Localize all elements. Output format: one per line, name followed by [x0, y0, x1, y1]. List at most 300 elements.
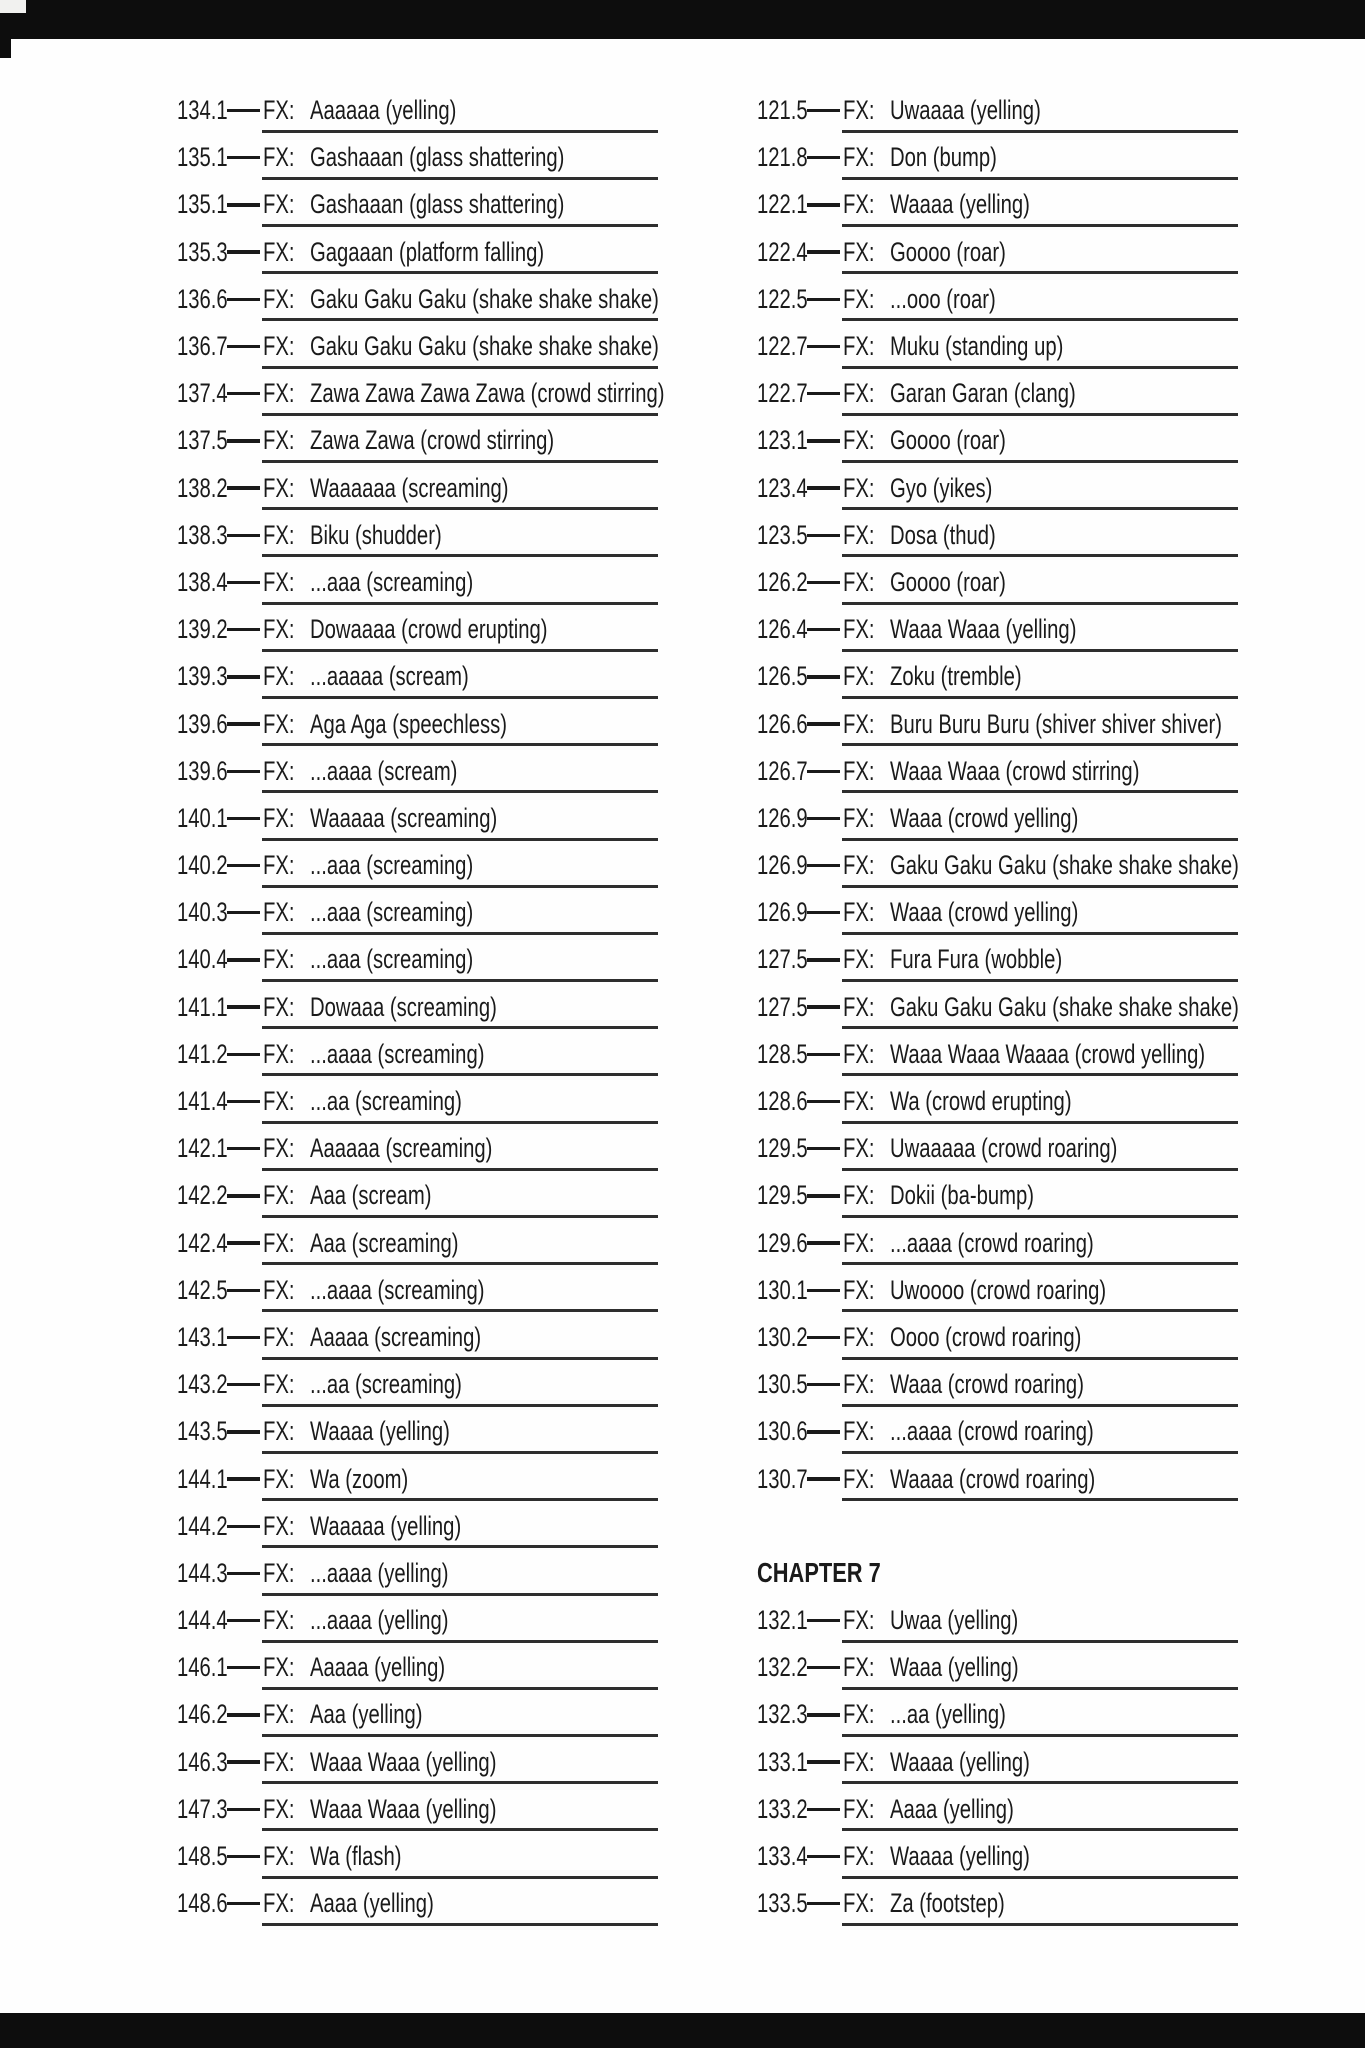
- fx-column-right: [757, 87, 1238, 1927]
- fx-text: ...ooo (roar): [890, 283, 996, 314]
- fx-entry: [757, 1267, 1238, 1314]
- fx-text: Goooo (roar): [890, 566, 1006, 597]
- fx-text: Aaa (yelling): [310, 1699, 423, 1730]
- fx-text: Waaaa (crowd roaring): [890, 1463, 1096, 1494]
- page-panel-number: 126.2: [757, 566, 808, 597]
- fx-text: Aaaaa (yelling): [310, 1652, 446, 1683]
- page-panel-number: 148.5: [177, 1841, 228, 1872]
- page-panel-number: 122.1: [757, 189, 808, 220]
- entry-underline: [842, 1781, 1238, 1784]
- leader-dash: [807, 1194, 840, 1197]
- entry-underline: [262, 790, 658, 793]
- fx-label: FX:: [263, 1746, 295, 1777]
- entry-underline: [262, 224, 658, 227]
- page-panel-number: 134.1: [177, 95, 228, 126]
- fx-text: Waaa (crowd yelling): [890, 802, 1079, 833]
- leader-dash: [227, 1147, 260, 1150]
- leader-dash: [807, 486, 840, 489]
- fx-text: ...aaaaa (scream): [310, 661, 469, 692]
- fx-text: Gagaaan (platform falling): [310, 236, 545, 267]
- fx-label: FX:: [843, 1841, 875, 1872]
- fx-label: FX:: [263, 1463, 295, 1494]
- leader-dash: [227, 109, 260, 112]
- leader-dash: [227, 1760, 260, 1763]
- page-panel-number: 148.6: [177, 1888, 228, 1919]
- page-panel-number: 136.6: [177, 283, 228, 314]
- fx-label: FX:: [263, 95, 295, 126]
- leader-dash: [227, 486, 260, 489]
- entry-underline: [262, 130, 658, 133]
- top-scan-bar: [0, 0, 1365, 39]
- page-panel-number: 141.1: [177, 991, 228, 1022]
- leader-dash: [807, 1666, 840, 1669]
- fx-text: Dosa (thud): [890, 519, 996, 550]
- leader-dash: [227, 250, 260, 253]
- fx-entry: [177, 1125, 658, 1172]
- entry-underline: [842, 649, 1238, 652]
- fx-entry: [177, 700, 658, 747]
- fx-entry: [757, 1644, 1238, 1691]
- fx-text: ...aaaa (yelling): [310, 1605, 449, 1636]
- fx-entry: [177, 559, 658, 606]
- page-panel-number: 144.2: [177, 1510, 228, 1541]
- fx-text: Oooo (crowd roaring): [890, 1321, 1082, 1352]
- fx-text: ...aaaa (yelling): [310, 1557, 449, 1588]
- fx-text: Buru Buru Buru (shiver shiver shiver): [890, 708, 1222, 739]
- fx-entry: [757, 1220, 1238, 1267]
- fx-entry: [757, 370, 1238, 417]
- page-panel-number: 141.2: [177, 1038, 228, 1069]
- fx-label: FX:: [843, 661, 875, 692]
- page-panel-number: 136.7: [177, 331, 228, 362]
- fx-entry: [177, 842, 658, 889]
- fx-label: FX:: [843, 236, 875, 267]
- leader-dash: [227, 864, 260, 867]
- fx-text: Waaaa (yelling): [890, 1841, 1030, 1872]
- leader-dash: [807, 675, 840, 678]
- fx-column-left: [177, 87, 665, 1927]
- fx-label: FX:: [263, 189, 295, 220]
- fx-label: FX:: [263, 1793, 295, 1824]
- leader-dash: [227, 958, 260, 961]
- fx-text: Garan Garan (clang): [890, 378, 1076, 409]
- fx-label: FX:: [843, 331, 875, 362]
- fx-entry: [757, 936, 1238, 983]
- entry-underline: [842, 507, 1238, 510]
- leader-dash: [227, 1477, 260, 1480]
- leader-dash: [227, 1383, 260, 1386]
- fx-entry: [177, 1267, 658, 1314]
- fx-entry: [757, 1314, 1238, 1361]
- fx-label: FX:: [263, 566, 295, 597]
- fx-entry: [757, 1691, 1238, 1738]
- fx-label: FX:: [263, 850, 295, 881]
- fx-entry: [757, 1078, 1238, 1125]
- fx-label: FX:: [263, 991, 295, 1022]
- fx-text: Fura Fura (wobble): [890, 944, 1063, 975]
- fx-entry: [177, 1314, 658, 1361]
- fx-text: Gaku Gaku Gaku (shake shake shake): [310, 283, 659, 314]
- leader-dash: [807, 1855, 840, 1858]
- page-panel-number: 122.7: [757, 378, 808, 409]
- leader-dash: [807, 628, 840, 631]
- page-panel-number: 146.3: [177, 1746, 228, 1777]
- fx-text: ...aa (screaming): [310, 1086, 462, 1117]
- fx-label: FX:: [843, 1274, 875, 1305]
- leader-dash: [807, 1477, 840, 1480]
- fx-label: FX:: [263, 519, 295, 550]
- fx-entry: [757, 1739, 1238, 1786]
- fx-label: FX:: [843, 1038, 875, 1069]
- leader-dash: [227, 1572, 260, 1575]
- page-panel-number: 129.5: [757, 1180, 808, 1211]
- entry-underline: [842, 1640, 1238, 1643]
- entry-underline: [842, 1828, 1238, 1831]
- fx-text: Waaa Waaa (crowd stirring): [890, 755, 1140, 786]
- fx-text: Zoku (tremble): [890, 661, 1022, 692]
- entry-underline: [842, 1168, 1238, 1171]
- entry-underline: [842, 979, 1238, 982]
- leader-dash: [227, 1666, 260, 1669]
- page-panel-number: 127.5: [757, 991, 808, 1022]
- fx-text: Uwaa (yelling): [890, 1605, 1019, 1636]
- fx-label: FX:: [843, 1180, 875, 1211]
- entry-underline: [842, 318, 1238, 321]
- fx-text: Aaaaa (screaming): [310, 1321, 482, 1352]
- fx-entry: [757, 465, 1238, 512]
- page-panel-number: 135.1: [177, 189, 228, 220]
- leader-dash: [807, 298, 840, 301]
- fx-entry: [177, 606, 658, 653]
- leader-dash: [227, 1525, 260, 1528]
- fx-text: ...aaaa (screaming): [310, 1038, 485, 1069]
- entry-underline: [262, 743, 658, 746]
- fx-text: Goooo (roar): [890, 425, 1006, 456]
- fx-label: FX:: [263, 1888, 295, 1919]
- entry-underline: [262, 1828, 658, 1831]
- entry-underline: [262, 366, 658, 369]
- entry-underline: [262, 696, 658, 699]
- fx-text: Zawa Zawa Zawa Zawa (crowd stirring): [310, 378, 665, 409]
- entry-underline: [262, 602, 658, 605]
- leader-dash: [807, 1100, 840, 1103]
- page-panel-number: 143.2: [177, 1369, 228, 1400]
- fx-label: FX:: [263, 802, 295, 833]
- fx-entry: [757, 1172, 1238, 1219]
- entry-underline: [262, 1545, 658, 1548]
- fx-label: FX:: [843, 1321, 875, 1352]
- fx-label: FX:: [263, 1227, 295, 1258]
- leader-dash: [227, 1241, 260, 1244]
- fx-entry: [757, 1031, 1238, 1078]
- fx-text: Dowaaa (screaming): [310, 991, 497, 1022]
- scan-corner-notch: [0, 0, 26, 13]
- entry-underline: [262, 979, 658, 982]
- page-panel-number: 138.4: [177, 566, 228, 597]
- fx-label: FX:: [843, 1086, 875, 1117]
- fx-label: FX:: [843, 614, 875, 645]
- page-panel-number: 135.3: [177, 236, 228, 267]
- fx-entry: [177, 1786, 658, 1833]
- entry-underline: [262, 460, 658, 463]
- entry-underline: [262, 1168, 658, 1171]
- entry-underline: [842, 838, 1238, 841]
- fx-entry: [757, 984, 1238, 1031]
- leader-dash: [807, 250, 840, 253]
- page-panel-number: 122.7: [757, 331, 808, 362]
- leader-dash: [227, 1289, 260, 1292]
- entry-underline: [842, 1357, 1238, 1360]
- entry-underline: [842, 130, 1238, 133]
- leader-dash: [807, 817, 840, 820]
- fx-label: FX:: [843, 991, 875, 1022]
- page-panel-number: 123.5: [757, 519, 808, 550]
- page-panel-number: 132.1: [757, 1605, 808, 1636]
- fx-entry: [177, 653, 658, 700]
- leader-dash: [227, 1100, 260, 1103]
- fx-text: Waaa (crowd yelling): [890, 897, 1079, 928]
- entry-underline: [262, 271, 658, 274]
- leader-dash: [227, 770, 260, 773]
- leader-dash: [807, 1289, 840, 1292]
- leader-dash: [227, 628, 260, 631]
- fx-entry: [757, 606, 1238, 653]
- fx-entry: [177, 1503, 658, 1550]
- leader-dash: [227, 1053, 260, 1056]
- fx-label: FX:: [843, 850, 875, 881]
- fx-label: FX:: [843, 1463, 875, 1494]
- fx-entry: [177, 889, 658, 936]
- fx-text: ...aa (yelling): [890, 1699, 1006, 1730]
- leader-dash: [807, 911, 840, 914]
- page-panel-number: 144.3: [177, 1557, 228, 1588]
- entry-underline: [842, 885, 1238, 888]
- page-panel-number: 132.3: [757, 1699, 808, 1730]
- fx-label: FX:: [843, 1888, 875, 1919]
- fx-label: FX:: [263, 425, 295, 456]
- fx-label: FX:: [263, 1416, 295, 1447]
- page-panel-number: 121.8: [757, 142, 808, 173]
- fx-label: FX:: [843, 472, 875, 503]
- fx-text: ...aaaa (scream): [310, 755, 458, 786]
- page-panel-number: 140.4: [177, 944, 228, 975]
- entry-underline: [262, 1451, 658, 1454]
- page-panel-number: 130.5: [757, 1369, 808, 1400]
- leader-dash: [807, 156, 840, 159]
- page-panel-number: 126.5: [757, 661, 808, 692]
- page-panel-number: 130.2: [757, 1321, 808, 1352]
- fx-entry: [177, 1408, 658, 1455]
- entry-underline: [842, 413, 1238, 416]
- fx-entry: [757, 748, 1238, 795]
- scan-edge-artifact: [0, 39, 11, 58]
- entry-underline: [262, 554, 658, 557]
- fx-label: FX:: [263, 1133, 295, 1164]
- fx-label: FX:: [263, 283, 295, 314]
- fx-text: Gashaaan (glass shattering): [310, 189, 565, 220]
- fx-text: Wa (flash): [310, 1841, 402, 1872]
- fx-text: Aaaa (yelling): [890, 1793, 1014, 1824]
- leader-dash: [807, 1147, 840, 1150]
- page-panel-number: 126.4: [757, 614, 808, 645]
- page-panel-number: 142.4: [177, 1227, 228, 1258]
- fx-text: Waaa Waaa (yelling): [310, 1746, 497, 1777]
- page-panel-number: 140.2: [177, 850, 228, 881]
- leader-dash: [807, 203, 840, 206]
- entry-underline: [262, 1923, 658, 1926]
- fx-text: Gyo (yikes): [890, 472, 993, 503]
- leader-dash: [807, 1619, 840, 1622]
- fx-entry: [177, 1597, 658, 1644]
- fx-text: Aaaaaa (yelling): [310, 95, 457, 126]
- leader-dash: [227, 1005, 260, 1008]
- page-panel-number: 133.2: [757, 1793, 808, 1824]
- fx-label: FX:: [263, 708, 295, 739]
- fx-text: Waaaa (yelling): [310, 1416, 450, 1447]
- fx-label: FX:: [263, 236, 295, 267]
- leader-dash: [807, 534, 840, 537]
- page-panel-number: 139.6: [177, 755, 228, 786]
- entry-underline: [262, 318, 658, 321]
- entry-underline: [262, 1357, 658, 1360]
- fx-entry: [177, 1644, 658, 1691]
- leader-dash: [227, 156, 260, 159]
- fx-entry: [177, 1361, 658, 1408]
- fx-label: FX:: [263, 1274, 295, 1305]
- page-panel-number: 144.4: [177, 1605, 228, 1636]
- fx-label: FX:: [843, 1746, 875, 1777]
- fx-entry: [177, 229, 658, 276]
- fx-entry: [757, 559, 1238, 606]
- entry-underline: [262, 838, 658, 841]
- fx-label: FX:: [843, 142, 875, 173]
- page-panel-number: 122.5: [757, 283, 808, 314]
- page-panel-number: 127.5: [757, 944, 808, 975]
- page-panel-number: 137.5: [177, 425, 228, 456]
- fx-text: Wa (zoom): [310, 1463, 409, 1494]
- leader-dash: [227, 675, 260, 678]
- entry-underline: [262, 1734, 658, 1737]
- fx-entry: [177, 1880, 658, 1927]
- fx-entry: [177, 1691, 658, 1738]
- page-panel-number: 126.7: [757, 755, 808, 786]
- fx-label: FX:: [263, 1180, 295, 1211]
- leader-dash: [807, 581, 840, 584]
- fx-entry: [177, 1455, 658, 1502]
- page-panel-number: 126.9: [757, 802, 808, 833]
- fx-text: Gaku Gaku Gaku (shake shake shake): [310, 331, 659, 362]
- fx-text: Aga Aga (speechless): [310, 708, 508, 739]
- entry-underline: [842, 1073, 1238, 1076]
- leader-dash: [227, 392, 260, 395]
- fx-label: FX:: [843, 283, 875, 314]
- fx-entry: [757, 1125, 1238, 1172]
- fx-entry: [757, 795, 1238, 842]
- fx-text: Gaku Gaku Gaku (shake shake shake): [890, 850, 1239, 881]
- page-panel-number: 141.4: [177, 1086, 228, 1117]
- page-panel-number: 139.3: [177, 661, 228, 692]
- page-panel-number: 139.6: [177, 708, 228, 739]
- entry-underline: [262, 1121, 658, 1124]
- page-panel-number: 140.3: [177, 897, 228, 928]
- fx-entry: [757, 417, 1238, 464]
- leader-dash: [807, 439, 840, 442]
- page-panel-number: 143.5: [177, 1416, 228, 1447]
- leader-dash: [807, 1902, 840, 1905]
- fx-entry: [177, 1550, 658, 1597]
- entry-underline: [262, 413, 658, 416]
- fx-text: Waaa Waaa Waaaa (crowd yelling): [890, 1038, 1206, 1069]
- fx-text: Waaa Waaa (yelling): [890, 614, 1077, 645]
- entry-underline: [842, 224, 1238, 227]
- page-panel-number: 122.4: [757, 236, 808, 267]
- fx-text: Biku (shudder): [310, 519, 442, 550]
- fx-text: Uwoooo (crowd roaring): [890, 1274, 1107, 1305]
- fx-text: Waaaaa (screaming): [310, 802, 498, 833]
- page-panel-number: 130.7: [757, 1463, 808, 1494]
- fx-label: FX:: [263, 1086, 295, 1117]
- page-panel-number: 146.1: [177, 1652, 228, 1683]
- fx-entry: [757, 276, 1238, 323]
- leader-dash: [807, 1241, 840, 1244]
- fx-entry: [757, 229, 1238, 276]
- fx-label: FX:: [843, 519, 875, 550]
- leader-dash: [807, 1053, 840, 1056]
- page-panel-number: 138.2: [177, 472, 228, 503]
- fx-label: FX:: [263, 1699, 295, 1730]
- fx-entry: [757, 889, 1238, 936]
- entry-underline: [262, 1404, 658, 1407]
- fx-text: Waaa (crowd roaring): [890, 1369, 1084, 1400]
- fx-entry: [177, 323, 658, 370]
- leader-dash: [807, 1383, 840, 1386]
- fx-entry: [177, 936, 658, 983]
- fx-entry: [177, 1172, 658, 1219]
- entry-underline: [842, 1734, 1238, 1737]
- fx-label: FX:: [263, 472, 295, 503]
- fx-entry: [757, 1408, 1238, 1455]
- page-panel-number: 137.4: [177, 378, 228, 409]
- entry-underline: [842, 1404, 1238, 1407]
- fx-text: ...aaaa (crowd roaring): [890, 1227, 1094, 1258]
- fx-text: Goooo (roar): [890, 236, 1006, 267]
- leader-dash: [227, 345, 260, 348]
- leader-dash: [227, 1713, 260, 1716]
- page-panel-number: 121.5: [757, 95, 808, 126]
- entry-underline: [842, 1309, 1238, 1312]
- entry-underline: [842, 1121, 1238, 1124]
- chapter-heading: [757, 1550, 1238, 1597]
- fx-label: FX:: [843, 189, 875, 220]
- fx-entry: [757, 134, 1238, 181]
- fx-text: Waaa (yelling): [890, 1652, 1019, 1683]
- fx-text: Uwaaaaa (crowd roaring): [890, 1133, 1118, 1164]
- page-panel-number: 133.5: [757, 1888, 808, 1919]
- fx-text: Gashaaan (glass shattering): [310, 142, 565, 173]
- entry-underline: [842, 1923, 1238, 1926]
- page-panel-number: 129.6: [757, 1227, 808, 1258]
- fx-label: FX:: [843, 708, 875, 739]
- fx-label: FX:: [843, 1605, 875, 1636]
- entry-underline: [262, 1215, 658, 1218]
- fx-entry: [757, 842, 1238, 889]
- leader-dash: [227, 911, 260, 914]
- leader-dash: [227, 1808, 260, 1811]
- fx-text: Waaaaaa (screaming): [310, 472, 509, 503]
- fx-label: FX:: [263, 1321, 295, 1352]
- leader-dash: [227, 1902, 260, 1905]
- entry-underline: [842, 1876, 1238, 1879]
